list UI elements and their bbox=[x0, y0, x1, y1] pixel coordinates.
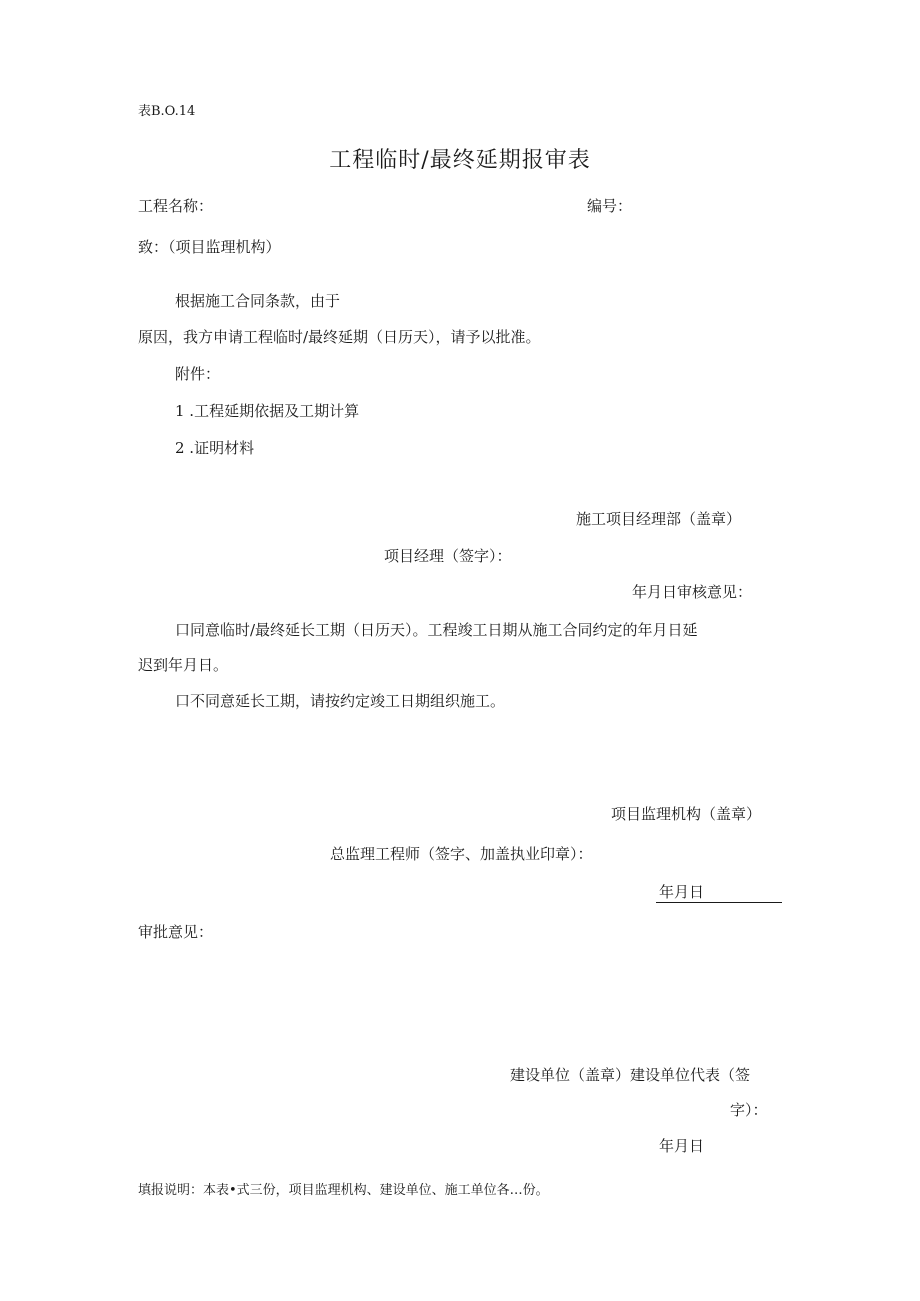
page-title: 工程临时/最终延期报审表 bbox=[329, 148, 591, 173]
agree-option-line-1: 口同意临时/最终延长工期（日历天）。工程竣工日期从施工合同约定的年月日延 bbox=[175, 621, 698, 639]
approval-opinion-label: 审批意见： bbox=[138, 923, 214, 941]
agree-option-line-2: 迟到年月日。 bbox=[138, 656, 229, 674]
serial-number-label: 编号： bbox=[587, 197, 633, 215]
attachment-item: 1 .工程延期依据及工期计算 bbox=[175, 402, 360, 420]
table-number: 表B.O.14 bbox=[138, 104, 196, 119]
date-and-review-label: 年月日审核意见： bbox=[632, 583, 753, 601]
addressee-line: 致：（项目监理机构） bbox=[138, 238, 281, 256]
supervision-date-line: 年月日 bbox=[656, 882, 782, 903]
supervision-stamp-line: 项目监理机构（盖章） bbox=[611, 805, 762, 823]
owner-signature-line-2: 字）： bbox=[730, 1101, 768, 1119]
attachment-item: 2 .证明材料 bbox=[175, 439, 255, 457]
owner-signature-line-1: 建设单位（盖章）建设单位代表（签 bbox=[510, 1066, 751, 1084]
contractor-stamp-line: 施工项目经理部（盖章） bbox=[576, 510, 742, 528]
project-name-label: 工程名称： bbox=[138, 197, 214, 215]
owner-date-line: 年月日 bbox=[659, 1137, 705, 1155]
fill-instructions-note: 填报说明：本表•式三份，项目监理机构、建设单位、施工单位各…份。 bbox=[138, 1183, 549, 1198]
attachments-label: 附件： bbox=[175, 365, 221, 383]
request-line-2: 原因，我方申请工程临时/最终延期（日历天），请予以批准。 bbox=[138, 328, 541, 346]
disagree-option-line: 口不同意延长工期，请按约定竣工日期组织施工。 bbox=[175, 692, 506, 710]
project-manager-signature-line: 项目经理（签字）： bbox=[384, 547, 512, 565]
request-line-1: 根据施工合同条款，由于 bbox=[175, 292, 341, 310]
chief-engineer-signature-line: 总监理工程师（签字、加盖执业印章）： bbox=[330, 845, 593, 863]
